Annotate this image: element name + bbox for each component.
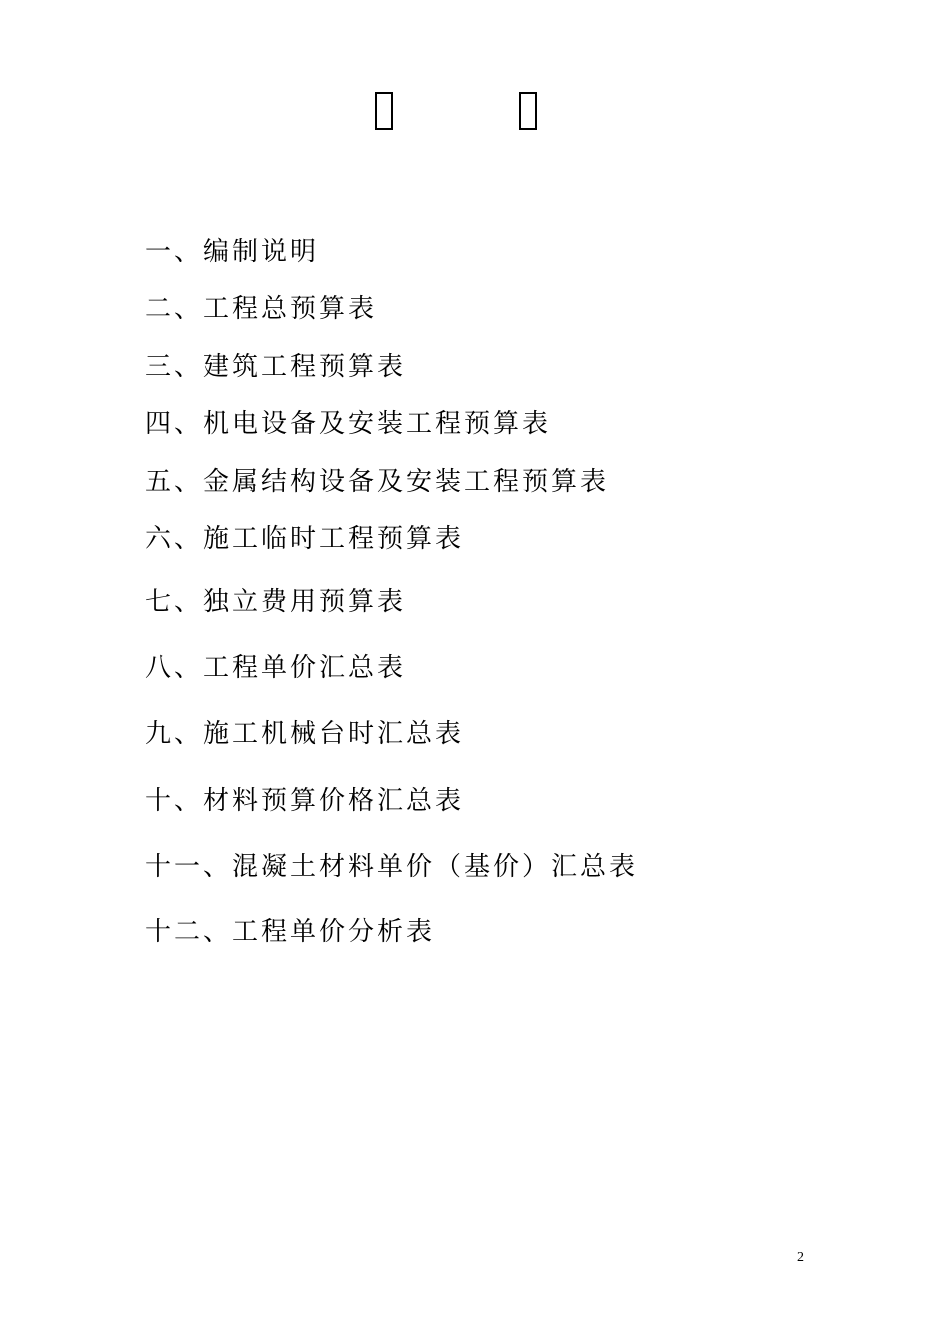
page-number: 2: [797, 1250, 804, 1265]
toc-item[interactable]: 四、机电设备及安装工程预算表: [145, 409, 552, 439]
title-glyph-box: [519, 92, 537, 130]
page-title: [0, 92, 950, 142]
toc-item[interactable]: 一、编制说明: [145, 237, 320, 267]
toc-item[interactable]: 七、独立费用预算表: [145, 587, 407, 617]
toc-item[interactable]: 八、工程单价汇总表: [145, 653, 407, 683]
toc-item[interactable]: 二、工程总预算表: [145, 294, 378, 324]
toc-item[interactable]: 十一、混凝土材料单价（基价）汇总表: [145, 852, 639, 882]
toc-item[interactable]: 六、施工临时工程预算表: [145, 524, 465, 554]
toc-item[interactable]: 三、建筑工程预算表: [145, 352, 407, 382]
toc-item[interactable]: 十二、工程单价分析表: [145, 917, 436, 947]
title-glyph-box: [375, 92, 393, 130]
toc-item[interactable]: 九、施工机械台时汇总表: [145, 719, 465, 749]
toc-item[interactable]: 五、金属结构设备及安装工程预算表: [145, 467, 610, 497]
toc-item[interactable]: 十、材料预算价格汇总表: [145, 786, 465, 816]
